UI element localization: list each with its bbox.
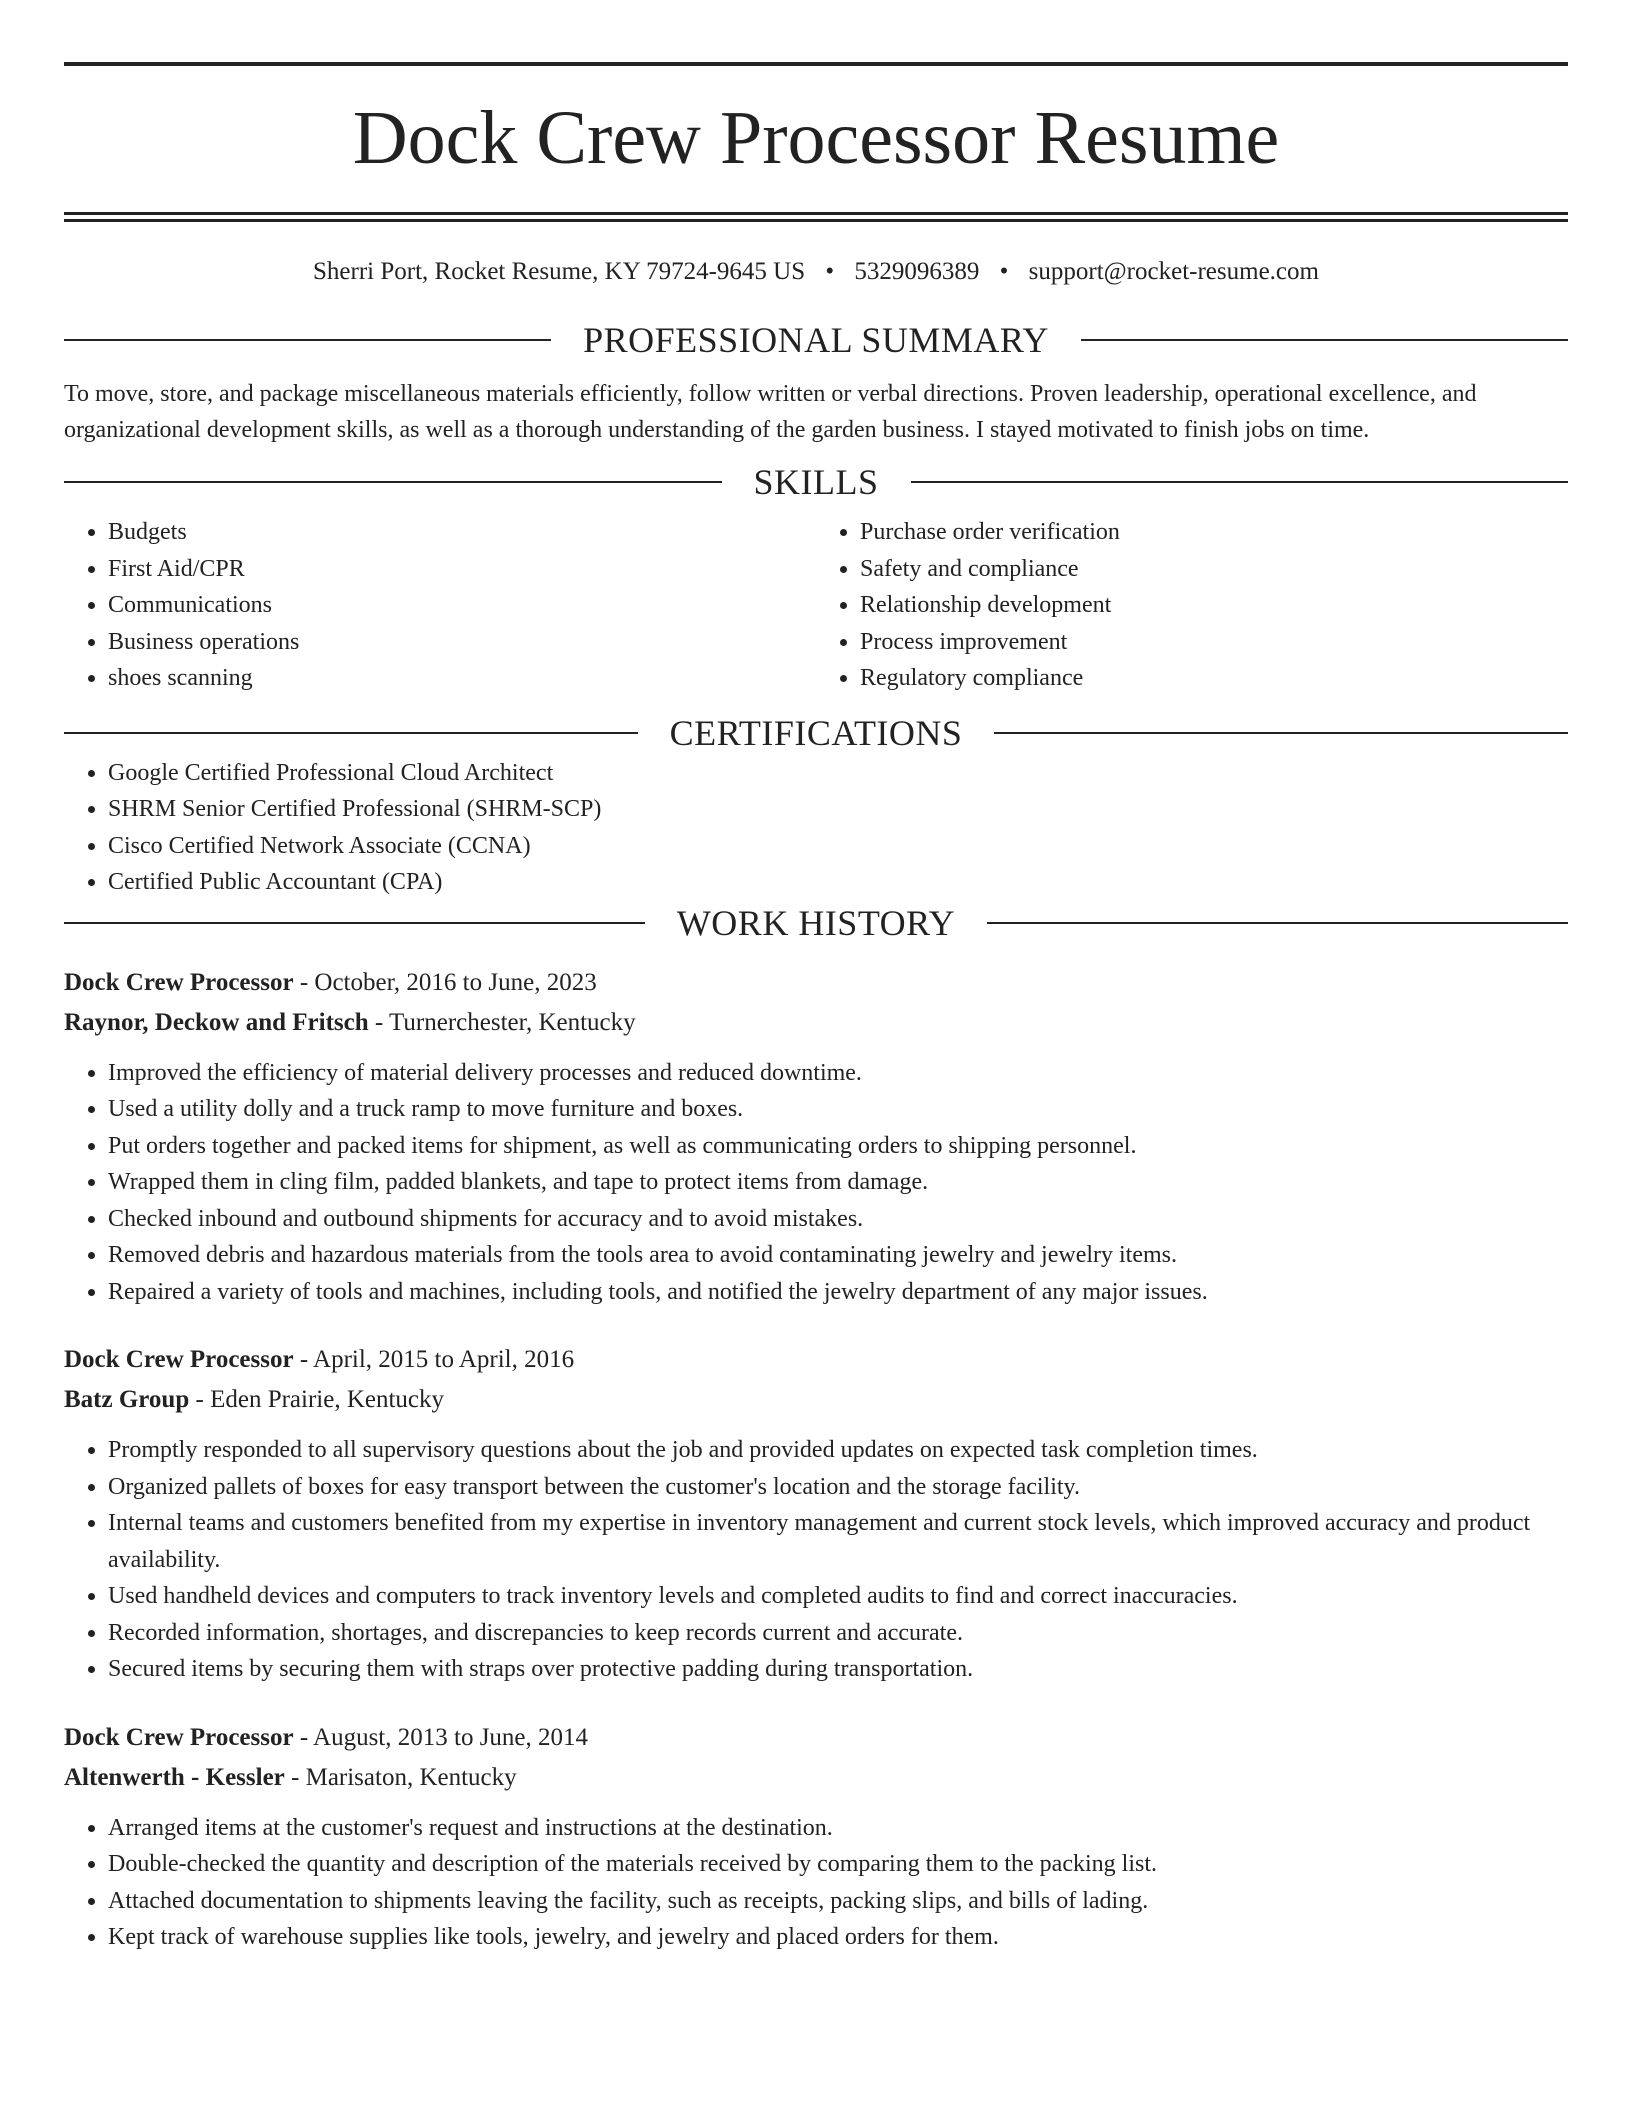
- job-company-line: [64, 1758, 1568, 1798]
- job-bullet: • Wrapped them in cling film, padded blankets, and tape to protect items from damage.: [108, 1164, 1568, 1201]
- job-dates: - October, 2016 to June, 2023: [293, 968, 597, 996]
- job-company: Raynor, Deckow and Fritsch: [64, 1008, 369, 1036]
- heading-rule-left: [64, 732, 638, 734]
- heading-rule-right: [994, 732, 1568, 734]
- summary-text: To move, store, and package miscellaneous materials efficiently, follow written or verbal directions. Proven leadership, operational excellence, and organizational development skills, as well as a thorough understanding of the garden business. I stayed motivated to finish jobs on time.: [64, 381, 1477, 443]
- job-title: Dock Crew Processor: [64, 968, 294, 996]
- summary-heading: [64, 318, 1568, 362]
- job-entry: [64, 1718, 1568, 1956]
- skills-list-right: [816, 514, 1568, 697]
- work-history-heading: [64, 901, 1568, 945]
- skill-item: • First Aid/CPR: [108, 551, 816, 588]
- job-bullet: • Internal teams and customers benefited from my expertise in inventory management and current stock levels, which improved accuracy and product availability.: [108, 1505, 1568, 1578]
- job-title-line: [64, 1340, 1568, 1380]
- contact-separator: •: [825, 258, 835, 285]
- job-bullet: • Improved the efficiency of material delivery processes and reduced downtime.: [108, 1055, 1568, 1092]
- job-location: - Marisaton, Kentucky: [284, 1763, 517, 1791]
- job-title: Dock Crew Processor: [64, 1723, 294, 1751]
- skills-heading: [64, 460, 1568, 504]
- job-company-line: [64, 1380, 1568, 1420]
- skill-item: • Process improvement: [860, 624, 1568, 661]
- job-bullet: • Repaired a variety of tools and machines, including tools, and notified the jewelry department of any major issues.: [108, 1274, 1568, 1311]
- certifications-heading-label: CERTIFICATIONS: [669, 712, 963, 753]
- heading-rule-left: [64, 922, 645, 924]
- skill-item: • Relationship development: [860, 587, 1568, 624]
- heading-rule-right: [987, 922, 1568, 924]
- title-double-rule: [64, 212, 1568, 222]
- heading-rule-left: [64, 481, 722, 483]
- contact-address: Sherri Port, Rocket Resume, KY 79724-9645 US: [313, 258, 806, 285]
- job-bullets: [64, 1432, 1568, 1688]
- certifications-list: [64, 755, 1568, 901]
- job-bullet: • Used a utility dolly and a truck ramp to move furniture and boxes.: [108, 1091, 1568, 1128]
- skills-grid: [64, 514, 1568, 697]
- skills-heading-label: SKILLS: [753, 462, 879, 502]
- job-bullet: • Removed debris and hazardous materials from the tools area to avoid contaminating jewelry and jewelry items.: [108, 1237, 1568, 1274]
- job-bullet: • Double-checked the quantity and description of the materials received by comparing them to the packing list.: [108, 1846, 1568, 1883]
- job-entry: [64, 1340, 1568, 1688]
- contact-line: [64, 256, 1568, 288]
- job-company: Altenwerth - Kessler: [64, 1763, 285, 1791]
- job-bullets: [64, 1810, 1568, 1956]
- job-bullet: • Attached documentation to shipments leaving the facility, such as receipts, packing slips, and bills of lading.: [108, 1883, 1568, 1920]
- job-bullet: • Put orders together and packed items for shipment, as well as communicating orders to shipping personnel.: [108, 1128, 1568, 1165]
- job-bullet: • Promptly responded to all supervisory questions about the job and provided updates on expected task completion times.: [108, 1432, 1568, 1469]
- job-bullet: • Organized pallets of boxes for easy transport between the customer's location and the storage facility.: [108, 1469, 1568, 1506]
- skill-item: • Communications: [108, 587, 816, 624]
- contact-phone: 5329096389: [854, 258, 980, 285]
- skills-list-left: [64, 514, 816, 697]
- certifications-heading: [64, 711, 1568, 755]
- heading-rule-left: [64, 339, 551, 341]
- summary-heading-label: PROFESSIONAL SUMMARY: [583, 320, 1049, 360]
- job-bullet: • Checked inbound and outbound shipments for accuracy and to avoid mistakes.: [108, 1201, 1568, 1238]
- job-title: Dock Crew Processor: [64, 1346, 294, 1373]
- contact-email: support@rocket-resume.com: [1028, 258, 1319, 285]
- job-dates: - August, 2013 to June, 2014: [293, 1723, 589, 1751]
- skill-item: • Business operations: [108, 624, 816, 661]
- job-company: Batz Group: [64, 1386, 190, 1413]
- resume-title: Dock Crew Processor Resume: [352, 96, 1280, 180]
- job-dates: - April, 2015 to April, 2016: [293, 1346, 575, 1373]
- job-title-line: [64, 963, 1568, 1003]
- job-bullet: • Recorded information, shortages, and discrepancies to keep records current and accurate.: [108, 1615, 1568, 1652]
- skill-item: • shoes scanning: [108, 660, 816, 697]
- work-history-heading-label: WORK HISTORY: [676, 902, 956, 943]
- heading-rule-right: [1081, 339, 1568, 341]
- certification-item: • Cisco Certified Network Associate (CCNA): [108, 828, 1568, 865]
- heading-rule-right: [911, 481, 1569, 483]
- skill-item: • Budgets: [108, 514, 816, 551]
- job-bullet: • Secured items by securing them with straps over protective padding during transportation.: [108, 1651, 1568, 1688]
- job-bullet: • Kept track of warehouse supplies like tools, jewelry, and jewelry and placed orders for them.: [108, 1919, 1568, 1956]
- top-rule: [64, 62, 1568, 66]
- job-company-line: [64, 1003, 1568, 1043]
- certification-item: • Google Certified Professional Cloud Architect: [108, 755, 1568, 792]
- certification-item: • Certified Public Accountant (CPA): [108, 864, 1568, 901]
- skill-item: • Safety and compliance: [860, 551, 1568, 588]
- contact-separator: •: [999, 258, 1009, 285]
- certification-item: • SHRM Senior Certified Professional (SHRM-SCP): [108, 791, 1568, 828]
- job-entry: [64, 963, 1568, 1311]
- skill-item: • Regulatory compliance: [860, 660, 1568, 697]
- job-location: - Turnerchester, Kentucky: [368, 1008, 636, 1036]
- job-bullets: [64, 1055, 1568, 1311]
- skill-item: • Purchase order verification: [860, 514, 1568, 551]
- job-location: - Eden Prairie, Kentucky: [189, 1386, 445, 1413]
- job-title-line: [64, 1718, 1568, 1758]
- job-bullet: • Arranged items at the customer's request and instructions at the destination.: [108, 1810, 1568, 1847]
- job-bullet: • Used handheld devices and computers to track inventory levels and completed audits to find and correct inaccuracies.: [108, 1578, 1568, 1615]
